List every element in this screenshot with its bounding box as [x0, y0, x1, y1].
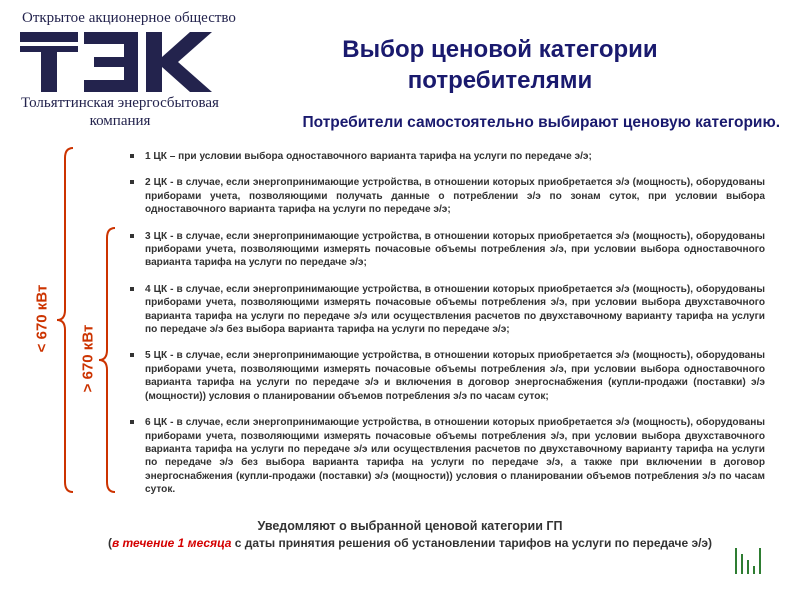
logo-company-type: Открытое акционерное общество — [22, 10, 236, 26]
left-brace-icon — [56, 146, 74, 494]
list-item-text: 2 ЦК - в случае, если энергопринимающие устройства, в отношении которых приобретается э/э (мощность), оборудованы приборами учета, позволяющими получать данные о потреблении э/э по зонам суток, при условии выбора одноставочного варианта тарифа на услуги по передаче э/э; — [145, 177, 765, 216]
page-title-line1: Выбор ценовой категории — [342, 36, 658, 63]
bullet-icon — [130, 154, 134, 158]
list-item-text: 4 ЦК - в случае, если энергопринимающие устройства, в отношении которых приобретается э/э (мощность), оборудованы приборами учета, позволяющими измерять почасовые объемы потребления э/э, при условии выбора двухставочного варианта тарифа на услуги по передаче э/э или осуществления расчетов по двухставочному варианту тарифа на услуги по передаче э/э без выбора варианта тарифа на услуги по передаче э/э; — [145, 283, 765, 336]
notice-line1: Уведомляют о выбранной ценовой категории ГП — [257, 519, 563, 533]
notice-deadline: в течение 1 месяца — [111, 536, 232, 550]
corner-icon — [732, 546, 762, 576]
logo-name-line1: Тольяттинская энергосбытовая — [21, 95, 219, 111]
page-title-line2: потребителями — [407, 67, 593, 94]
list-item — [130, 283, 765, 337]
price-category-list — [130, 150, 765, 510]
inner-brace-icon — [98, 226, 116, 494]
bullet-icon — [130, 180, 134, 184]
list-item-text: 3 ЦК - в случае, если энергопринимающие устройства, в отношении которых приобретается э/э (мощность), оборудованы приборами учета, позволяющими измерять почасовые объемы потребления э/э, при условии выбора одноставочного варианта тарифа на услуги по передаче э/э; — [145, 230, 765, 269]
logo-company-name — [14, 94, 226, 130]
notice-line2 — [60, 535, 760, 552]
notice-block — [60, 518, 760, 552]
bullet-icon — [130, 353, 134, 357]
list-item-text: 6 ЦК - в случае, если энергопринимающие устройства, в отношении которых приобретается э/э (мощность), оборудованы приборами учета, позволяющими измерять почасовые объемы потребления э/э, при условии выбора двухставочного варианта тарифа на услуги по передаче э/э или осуществления расчетов по двухставочному варианту тарифа на услуги по передаче э/э без выбора варианта тарифа на услуги по передаче э/э, а также при включении в договор энергоснабжения (купли-продажи (поставки) э/э (мощности)) условия о планировании объемов потребления э/э по часам суток. — [145, 417, 765, 496]
notice-open-paren: ( — [107, 536, 112, 550]
label-less-670kw: < 670 кВт — [33, 284, 51, 353]
notice-rest: с даты принятия решения об установлении тарифов на услуги по передаче э/э) — [231, 536, 713, 550]
page-title — [300, 34, 700, 96]
page-subtitle: Потребители самостоятельно выбирают ценовую категорию. — [302, 114, 780, 131]
list-item — [130, 150, 765, 163]
list-item-text: 1 ЦК – при условии выбора одноставочного варианта тарифа на услуги по передаче э/э; — [145, 151, 592, 162]
list-item — [130, 349, 765, 403]
list-item-text: 5 ЦК - в случае, если энергопринимающие устройства, в отношении которых приобретается э/э (мощность), оборудованы приборами учета, позволяющими измерять почасовые объемы потребления э/э, при условии выбора одноставочного варианта тарифа на услуги по передаче э/э и включения в договор энергоснабжения (купли-продажи (поставки) э/э (мощности)) условия о планировании объемов потребления э/э по часам суток; — [145, 350, 765, 402]
logo-name-line2: компания — [89, 113, 151, 129]
company-logo-icon — [20, 30, 212, 97]
list-item — [130, 416, 765, 496]
label-more-670kw: > 670 кВт — [79, 324, 97, 393]
list-item — [130, 176, 765, 216]
list-item — [130, 230, 765, 270]
bullet-icon — [130, 420, 134, 424]
bullet-icon — [130, 287, 134, 291]
bullet-icon — [130, 234, 134, 238]
